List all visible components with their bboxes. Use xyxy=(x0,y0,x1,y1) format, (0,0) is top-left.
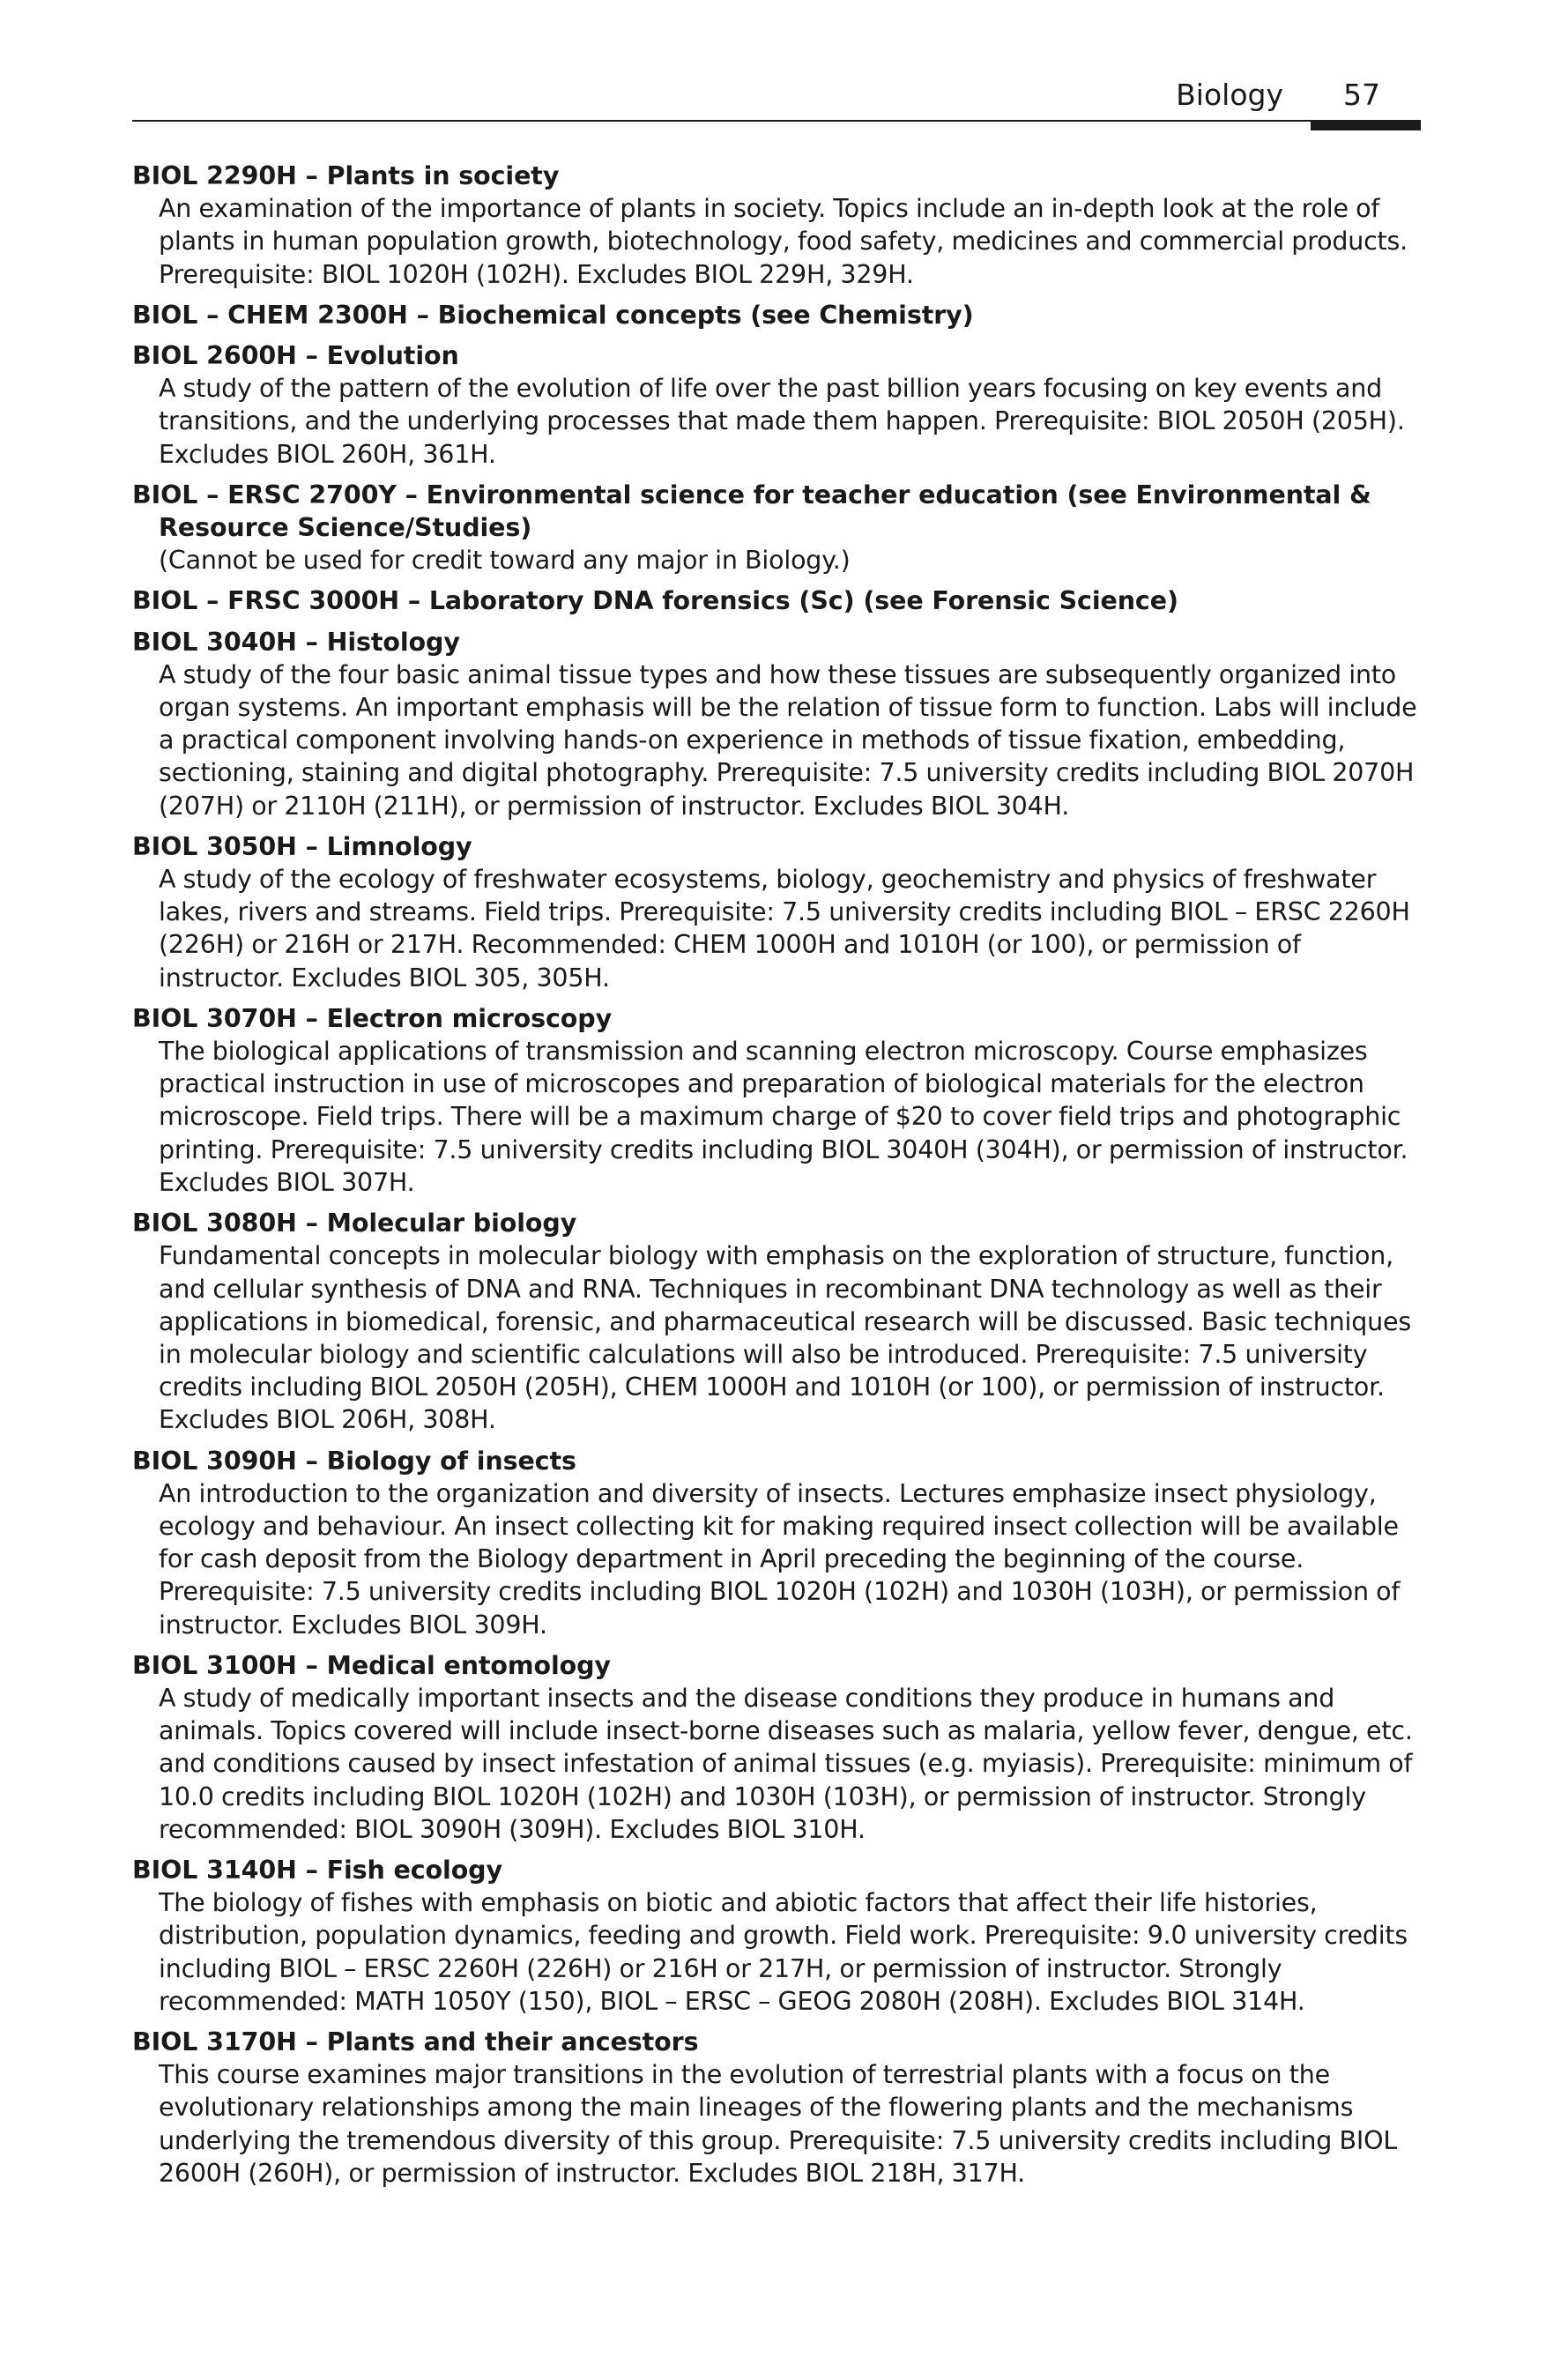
course-entry xyxy=(132,339,1421,471)
course-description: An examination of the importance of plants in society. Topics include an in-depth look at the role of plants in human population growth, biotechnology, food safety, medicines and commercial products. Prerequisite: BIOL 1020H (102H). Excludes BIOL 229H, 329H. xyxy=(159,194,1408,289)
course-title: BIOL 3080H – Molecular biology xyxy=(132,1209,577,1238)
course-description: The biological applications of transmission and scanning electron microscopy. Course emphasizes practical instruction in use of microscopes and preparation of biological materials for the electron microscope. Field trips. There will be a maximum charge of $20 to cover field trips and photographic printing. Prerequisite: 7.5 university credits including BIOL 3040H (304H), or permission of instructor. Excludes BIOL 307H. xyxy=(159,1037,1408,1197)
course-entry xyxy=(132,299,1421,331)
course-entry xyxy=(132,1445,1421,1641)
course-title: BIOL 3040H – Histology xyxy=(132,627,460,657)
running-header xyxy=(132,78,1421,123)
header-rule xyxy=(132,120,1421,122)
page-number: 57 xyxy=(1343,78,1380,112)
course-title: BIOL 3070H – Electron microscopy xyxy=(132,1003,613,1033)
course-entry xyxy=(132,1207,1421,1436)
course-title: BIOL 3090H – Biology of insects xyxy=(132,1446,576,1476)
course-title: BIOL 3170H – Plants and their ancestors xyxy=(132,2027,699,2056)
course-list xyxy=(132,160,1421,2198)
course-description: A study of the four basic animal tissue types and how these tissues are subsequently organized into organ systems. An important emphasis will be the relation of tissue form to function. Labs will include a practical component involving hands-on experience in methods of tissue fixation, embedding, sectioning, staining and digital photography. Prerequisite: 7.5 university credits including BIOL 2070H (207H) or 2110H (211H), or permission of instructor. Excludes BIOL 304H. xyxy=(159,659,1417,821)
course-title: BIOL 2290H – Plants in society xyxy=(132,161,560,190)
course-entry xyxy=(132,479,1421,577)
course-title: BIOL – CHEM 2300H – Biochemical concepts (see Chemistry) xyxy=(132,300,974,330)
course-description: An introduction to the organization and diversity of insects. Lectures emphasize insect physiology, ecology and behaviour. An insect collecting kit for making required insect collection will be available for cash deposit from the Biology department in April preceding the beginning of the course. Prerequisite: 7.5 university credits including BIOL 1020H (102H) and 1030H (103H), or permission of instructor. Excludes BIOL 309H. xyxy=(159,1478,1401,1640)
course-title: BIOL 3100H – Medical entomology xyxy=(132,1650,611,1680)
course-description: A study of medically important insects and the disease conditions they produce in humans and animals. Topics covered will include insect-borne diseases such as malaria, yellow fever, dengue, etc. and conditions caused by insect infestation of animal tissues (e.g. myiasis). Prerequisite: minimum of 10.0 credits including BIOL 1020H (102H) and 1030H (103H), or permission of instructor. Strongly recommended: BIOL 3090H (309H). Excludes BIOL 310H. xyxy=(159,1683,1413,1844)
course-entry xyxy=(132,626,1421,822)
section-name: Biology xyxy=(1176,78,1283,112)
course-description: A study of the pattern of the evolution of life over the past billion years focusing on key events and transitions, and the underlying processes that made them happen. Prerequisite: BIOL 2050H (205H). Excludes BIOL 260H, 361H. xyxy=(159,374,1405,469)
course-description: The biology of fishes with emphasis on biotic and abiotic factors that affect their life histories, distribution, population dynamics, feeding and growth. Field work. Prerequisite: 9.0 university credits including BIOL – ERSC 2260H (226H) or 216H or 217H, or permission of instructor. Strongly recommended: MATH 1050Y (150), BIOL – ERSC – GEOG 2080H (208H). Excludes BIOL 314H. xyxy=(159,1888,1408,2016)
course-entry xyxy=(132,2026,1421,2190)
course-title: BIOL 3140H – Fish ecology xyxy=(132,1855,502,1885)
course-title: BIOL 3050H – Limnology xyxy=(132,831,472,861)
course-entry xyxy=(132,160,1421,291)
course-description: This course examines major transitions in the evolution of terrestrial plants with a focus on the evolutionary relationships among the main lineages of the flowering plants and the mechanisms underlying the tremendous diversity of this group. Prerequisite: 7.5 university credits including BIOL 2600H (260H), or permission of instructor. Excludes BIOL 218H, 317H. xyxy=(159,2060,1398,2188)
course-title: BIOL 2600H – Evolution xyxy=(132,341,459,371)
course-title: BIOL – FRSC 3000H – Laboratory DNA forensics (Sc) (see Forensic Science) xyxy=(132,586,1178,616)
course-title: BIOL – ERSC 2700Y – Environmental science for teacher education (see Environmental & Resource Science/Studies) xyxy=(132,480,1371,543)
course-description: Fundamental concepts in molecular biology with emphasis on the exploration of structure, function, and cellular synthesis of DNA and RNA. Techniques in recombinant DNA technology as well as their applications in biomedical, forensic, and pharmaceutical research will be discussed. Basic techniques in molecular biology and scientific calculations will also be introduced. Prerequisite: 7.5 university credits including BIOL 2050H (205H), CHEM 1000H and 1010H (or 100), or permission of instructor. Excludes BIOL 206H, 308H. xyxy=(159,1241,1411,1435)
course-entry xyxy=(132,1854,1421,2018)
course-entry xyxy=(132,1002,1421,1199)
course-entry xyxy=(132,1649,1421,1846)
course-entry xyxy=(132,830,1421,994)
course-description: A study of the ecology of freshwater ecosystems, biology, geochemistry and physics of freshwater lakes, rivers and streams. Field trips. Prerequisite: 7.5 university credits including BIOL – ERSC 2260H (226H) or 216H or 217H. Recommended: CHEM 1000H and 1010H (or 100), or permission of instructor. Excludes BIOL 305, 305H. xyxy=(159,865,1410,993)
course-description: (Cannot be used for credit toward any major in Biology.) xyxy=(159,546,851,576)
header-tab-marker xyxy=(1311,120,1421,130)
course-entry xyxy=(132,584,1421,617)
